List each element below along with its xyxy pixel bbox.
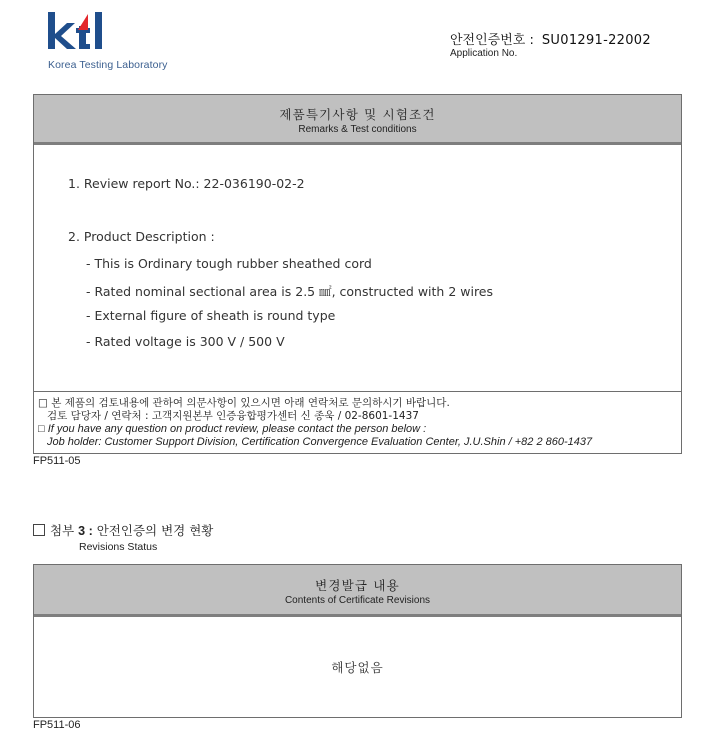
review-report-number: 1. Review report No.: 22-036190-02-2 [68, 176, 305, 191]
revisions-header [34, 565, 681, 617]
revisions-title-en: Contents of Certificate Revisions [284, 595, 431, 606]
attachment-number: 3 : [78, 524, 93, 538]
ktl-logo-icon [48, 12, 108, 52]
description-item: - Rated nominal sectional area is 2.5 ㎟, constructed with 2 wires [86, 284, 494, 299]
checkbox-icon [33, 524, 45, 536]
remarks-title-ko: 제품특기사항 및 시험조건 [279, 107, 436, 122]
application-label-en: Application No. [450, 48, 518, 59]
remarks-box [33, 94, 682, 454]
remarks-header [34, 95, 681, 145]
notice-ko-line1: □ 본 제품의 검토내용에 관하여 의문사항이 있으시면 아래 연락처로 문의하시기 바랍니다. [38, 397, 450, 409]
revisions-box [33, 564, 682, 718]
notice-ko-line2: 검토 담당자 / 연락처 : 고객지원본부 인증융합평가센터 신 종욱 / 02-8601-1437 [47, 410, 419, 422]
notice-en-line1: □ If you have any question on product review, please contact the person below : [38, 423, 427, 435]
description-item: - This is Ordinary tough rubber sheathed cord [86, 256, 372, 271]
notice-en-line2: Job holder: Customer Support Division, Certification Convergence Evaluation Center, J.U.Shin / +82 2 860-1437 [47, 436, 593, 448]
form-code-2: FP511-06 [33, 719, 81, 731]
revisions-content: 해당없음 [331, 660, 384, 675]
attachment-prefix: 첨부 [50, 523, 75, 538]
contact-notice [38, 397, 681, 449]
description-item: - External figure of sheath is round type [86, 308, 336, 323]
revisions-title-ko: 변경발급 내용 [315, 578, 400, 593]
description-item: - Rated voltage is 300 V / 500 V [86, 334, 285, 349]
product-description-title: 2. Product Description : [68, 229, 215, 244]
ktl-logo [48, 12, 198, 74]
notice-divider [34, 391, 681, 392]
form-code-1: FP511-05 [33, 455, 81, 467]
application-value: SU01291-22002 [541, 33, 651, 48]
logo-subtitle: Korea Testing Laboratory [48, 59, 168, 71]
attachment-title-ko: 안전인증의 변경 현황 [96, 523, 214, 538]
remarks-title-en: Remarks & Test conditions [298, 124, 417, 135]
application-number [450, 29, 651, 59]
application-label-ko: 안전인증번호 : [450, 33, 534, 48]
attachment-title-en: Revisions Status [79, 541, 158, 553]
attachment-heading [33, 521, 213, 553]
